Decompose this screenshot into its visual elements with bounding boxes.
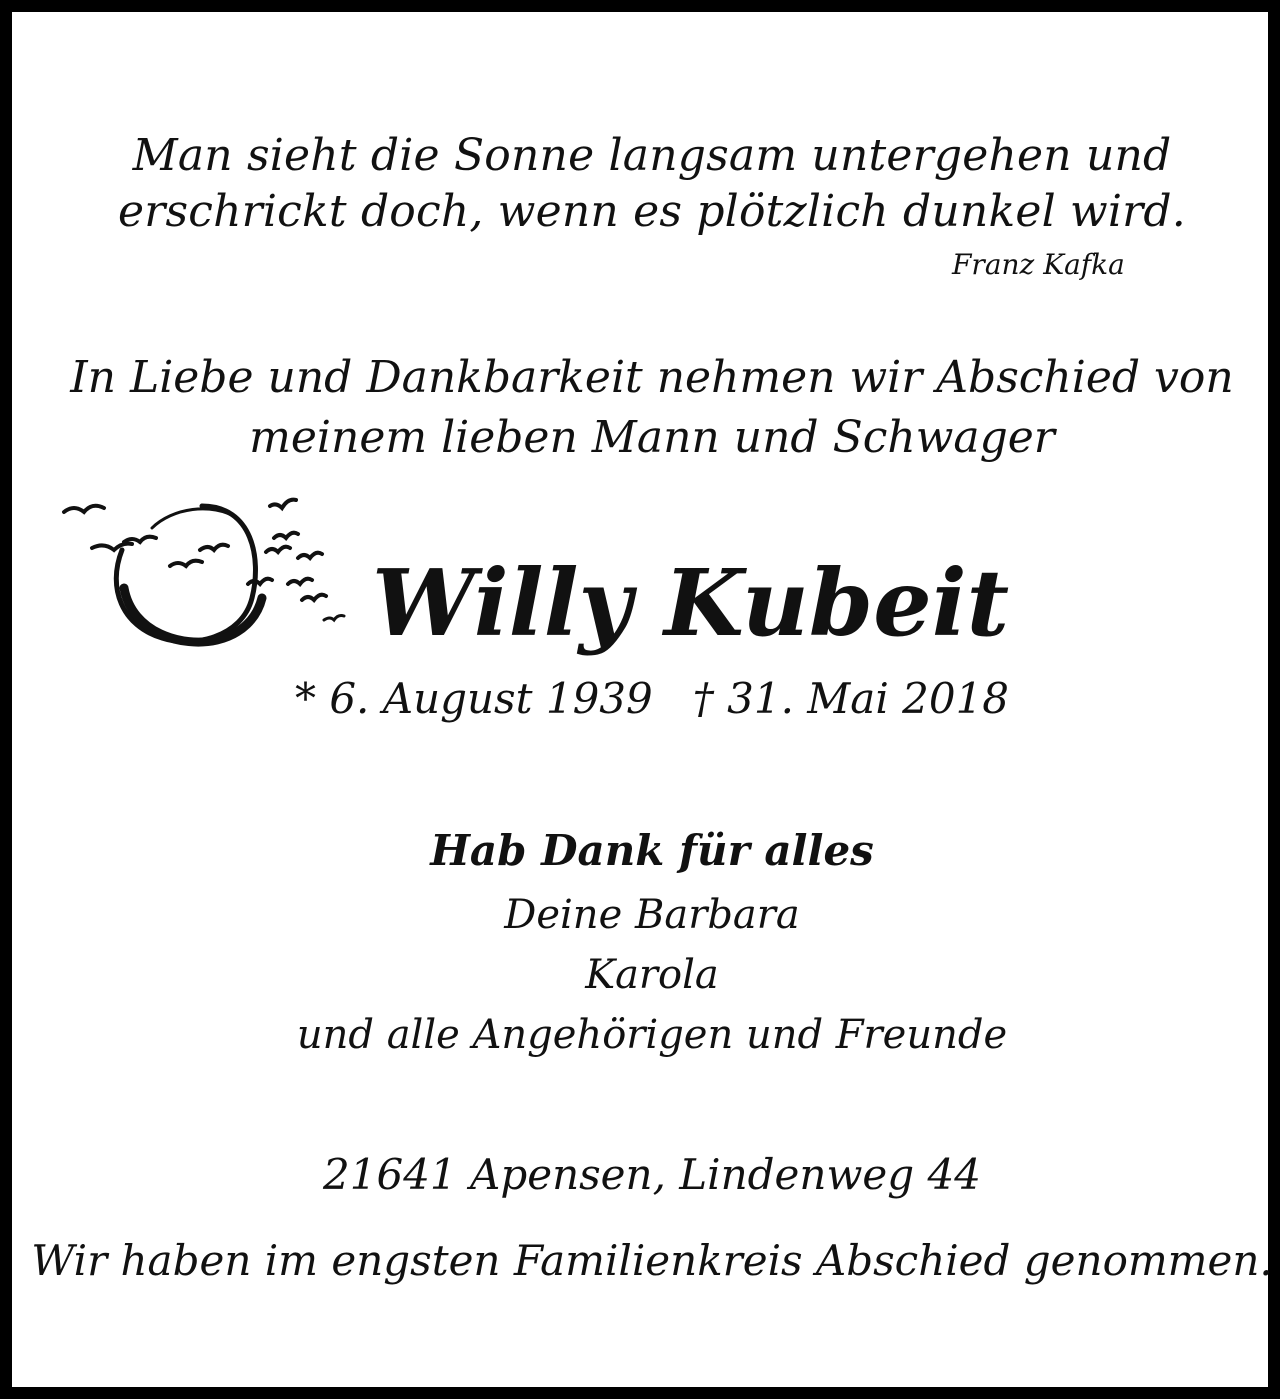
death-date: † 31. Mai 2018 [692,674,1010,723]
quote-author: Franz Kafka [952,248,1125,281]
mourner-1: Deine Barbara [504,892,800,938]
mourner-2: Karola [585,952,719,998]
closing-line: Wir haben im engsten Familienkreis Abschied genommen. [31,1236,1273,1285]
thanks-line: Hab Dank für alles [430,826,874,875]
deceased-name: Willy Kubeit [372,549,1010,657]
life-dates [12,672,1280,726]
mourner-3: und alle Angehörigen und Freunde [296,1012,1008,1058]
quote-line-1: Man sieht die Sonne langsam untergehen und [132,130,1172,181]
sun-with-birds-icon [52,488,352,658]
address: 21641 Apensen, Lindenweg 44 [323,1150,981,1199]
intro-line-2: meinem lieben Mann und Schwager [249,412,1055,463]
intro-line-1: In Liebe und Dankbarkeit nehmen wir Abschied von [70,352,1234,403]
birth-date: * 6. August 1939 [294,674,653,723]
quote-line-2: erschrickt doch, wenn es plötzlich dunkel wird. [118,186,1186,237]
